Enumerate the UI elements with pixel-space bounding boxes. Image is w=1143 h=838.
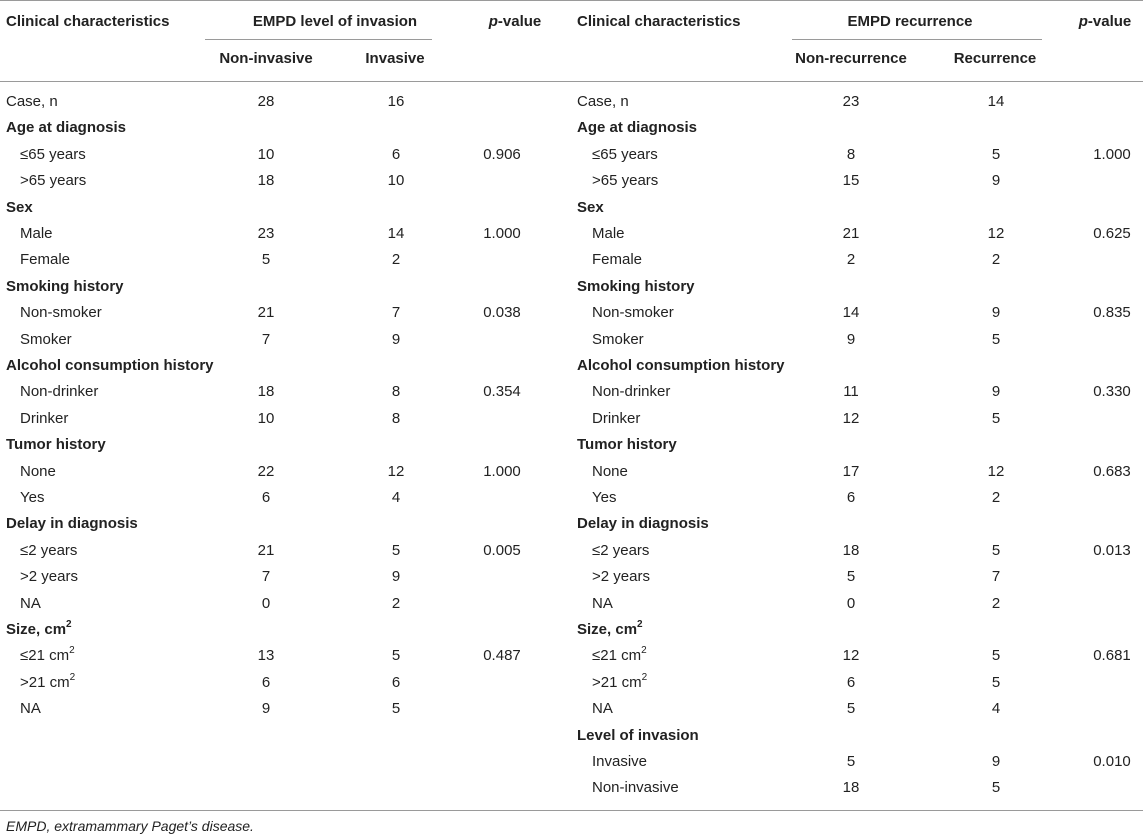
row-label [20, 146, 86, 164]
value-cell: 2 [391, 251, 401, 269]
p-value-cell: 0.681 [1093, 647, 1131, 665]
row-label [20, 542, 77, 560]
value-cell: 10 [257, 409, 275, 427]
value-cell: 12 [842, 647, 860, 665]
row-label [592, 568, 650, 586]
row-label-text: ≤2 years [592, 541, 650, 559]
p-value-cell: 0.330 [1093, 383, 1131, 401]
row-label [6, 436, 106, 454]
value-cell: 5 [991, 779, 1001, 797]
row-label [592, 671, 648, 692]
row-label-text: Tumor history [577, 436, 677, 454]
row-label [20, 568, 78, 586]
value-cell: 5 [391, 647, 401, 665]
value-cell: 2 [991, 489, 1001, 506]
value-cell: 5 [846, 700, 856, 718]
row-label-text: >2 years [20, 568, 78, 586]
value-cell: 6 [846, 673, 856, 691]
value-cell: 6 [846, 489, 856, 506]
row-label [20, 410, 68, 428]
p-value-cell: 0.010 [1093, 753, 1131, 770]
value-cell: 18 [257, 383, 275, 401]
value-cell: 12 [842, 409, 860, 427]
value-cell: 12 [387, 462, 405, 480]
p-value-cell: 1.000 [483, 225, 521, 242]
row-label-text: NA [592, 700, 613, 718]
left-header-col1: Non-invasive [219, 50, 313, 67]
left-group-underline [205, 39, 432, 40]
value-cell: 18 [842, 541, 860, 559]
row-label [577, 515, 709, 533]
row-label [592, 225, 625, 243]
right-header-col2: Recurrence [953, 50, 1037, 67]
right-header-clinical-characteristics: Clinical characteristics [577, 13, 741, 30]
value-cell: 9 [991, 172, 1001, 190]
row-label [592, 146, 658, 164]
row-label [20, 331, 72, 349]
value-cell: 2 [391, 594, 401, 612]
right-header-group-title: EMPD recurrence [847, 13, 973, 30]
row-label-text: Size, cm [577, 621, 638, 638]
p-value-cell: 0.906 [483, 145, 521, 163]
value-cell: 8 [846, 145, 856, 163]
row-label-text: Case, n [577, 93, 629, 110]
value-cell: 9 [991, 383, 1001, 401]
row-label [577, 278, 695, 296]
row-label [577, 727, 699, 745]
value-cell: 9 [391, 330, 401, 348]
top-rule [0, 0, 1143, 1]
value-cell: 9 [846, 330, 856, 348]
p-rest: -value [497, 13, 542, 30]
row-label-text: None [592, 462, 628, 480]
right-group-underline [792, 39, 1042, 40]
p-value-cell: 0.683 [1093, 462, 1131, 480]
value-cell: 6 [391, 673, 401, 691]
row-label-text: Age at diagnosis [6, 119, 127, 137]
row-label-text: Sex [6, 198, 33, 216]
row-label [20, 595, 41, 613]
row-label-text: Smoker [20, 330, 72, 348]
row-label-text: None [20, 462, 56, 480]
row-label-text: NA [20, 594, 41, 612]
value-cell: 5 [991, 145, 1001, 163]
row-label-text: Size, cm [6, 621, 67, 638]
value-cell: 2 [991, 594, 1001, 612]
value-cell: 4 [991, 700, 1001, 718]
row-label [577, 119, 697, 137]
row-label [6, 357, 214, 375]
value-cell: 22 [257, 462, 275, 480]
value-cell: 5 [991, 330, 1001, 348]
left-header-clinical-characteristics: Clinical characteristics [6, 13, 170, 30]
value-cell: 21 [257, 541, 275, 559]
right-header-col1: Non-recurrence [795, 50, 907, 67]
row-label [592, 779, 679, 797]
row-label [20, 489, 44, 507]
p-value-cell: 0.835 [1093, 304, 1131, 322]
p-value-cell: 1.000 [1093, 145, 1131, 163]
value-cell: 14 [387, 225, 405, 242]
superscript: 2 [69, 671, 76, 683]
value-cell: 6 [391, 145, 401, 163]
row-label-text: Invasive [592, 753, 648, 770]
value-cell: 15 [842, 172, 860, 190]
value-cell: 2 [991, 251, 1001, 269]
row-label [20, 304, 102, 322]
value-cell: 18 [257, 172, 275, 190]
row-label [20, 172, 86, 190]
left-header-group-title: EMPD level of invasion [252, 13, 418, 30]
row-label [6, 119, 126, 137]
value-cell: 17 [842, 462, 860, 480]
row-label-text: Level of invasion [577, 726, 699, 744]
row-label-text: Sex [577, 198, 604, 216]
row-label-text: Non-smoker [20, 304, 102, 322]
row-label-text: Smoking history [6, 277, 124, 295]
p-value-cell: 0.625 [1093, 225, 1131, 242]
row-label-text: ≤21 cm [592, 647, 642, 665]
superscript: 2 [66, 619, 72, 630]
row-label-text: Female [20, 251, 71, 269]
value-cell: 6 [261, 673, 271, 691]
row-label [6, 93, 58, 111]
row-label [577, 436, 677, 454]
value-cell: 9 [261, 700, 271, 718]
value-cell: 4 [391, 489, 401, 506]
p-value-cell: 1.000 [483, 462, 521, 480]
row-label-text: Alcohol consumption history [6, 357, 214, 374]
row-label [6, 278, 124, 296]
row-label-text: Case, n [6, 93, 58, 110]
value-cell: 7 [261, 568, 271, 586]
left-header-col2: Invasive [365, 50, 425, 67]
value-cell: 9 [991, 304, 1001, 322]
row-label [592, 383, 670, 401]
row-label [592, 304, 674, 322]
value-cell: 7 [261, 330, 271, 348]
row-label-text: ≤65 years [20, 145, 86, 163]
row-label [6, 515, 138, 533]
value-cell: 8 [391, 409, 401, 427]
value-cell: 16 [387, 93, 405, 110]
p-value-cell: 0.354 [483, 383, 521, 401]
row-label-text: Smoking history [577, 277, 695, 295]
value-cell: 11 [843, 383, 859, 401]
row-label [20, 383, 98, 401]
value-cell: 8 [391, 383, 401, 401]
row-label-text: Non-drinker [592, 383, 671, 401]
left-header-p-value [465, 13, 565, 31]
p-value-cell: 0.487 [483, 647, 521, 665]
superscript: 2 [641, 671, 648, 683]
value-cell: 7 [391, 304, 401, 322]
row-label [6, 621, 72, 639]
value-cell: 2 [846, 251, 856, 269]
value-cell: 5 [391, 541, 401, 559]
superscript: 2 [69, 645, 75, 657]
value-cell: 12 [987, 225, 1005, 242]
row-label-text: Non-drinker [20, 383, 99, 401]
right-header-p-value [1060, 13, 1143, 31]
row-label [592, 542, 649, 560]
value-cell: 0 [261, 594, 271, 612]
row-label [592, 251, 642, 269]
superscript: 2 [637, 619, 643, 630]
row-label-text: >65 years [20, 172, 87, 190]
value-cell: 14 [842, 304, 860, 322]
p-value-cell: 0.005 [483, 541, 521, 559]
value-cell: 5 [391, 700, 401, 718]
value-cell: 23 [842, 93, 860, 110]
value-cell: 13 [257, 647, 275, 665]
row-label-text: ≤21 cm [20, 647, 70, 665]
value-cell: 18 [842, 779, 860, 797]
row-label [6, 199, 33, 217]
value-cell: 10 [257, 145, 275, 163]
value-cell: 5 [261, 251, 271, 269]
row-label [20, 700, 41, 718]
value-cell: 6 [261, 489, 271, 506]
footnote: EMPD, extramammary Paget’s disease. [6, 818, 254, 834]
value-cell: 7 [991, 568, 1001, 586]
row-label-text: NA [592, 594, 613, 612]
row-label [577, 621, 643, 639]
row-label [20, 225, 53, 243]
row-label [592, 172, 658, 190]
row-label [592, 410, 640, 428]
row-label-text: Male [20, 225, 53, 242]
row-label-text: Male [592, 225, 625, 242]
row-label-text: ≤2 years [20, 541, 78, 559]
row-label [20, 251, 70, 269]
row-label [592, 489, 616, 507]
superscript: 2 [641, 645, 647, 657]
row-label-text: Yes [20, 489, 45, 506]
value-cell: 21 [257, 304, 275, 322]
row-label-text: >21 cm [592, 673, 642, 691]
row-label-text: Yes [592, 489, 617, 506]
p-rest: -value [1087, 13, 1132, 30]
row-label-text: Delay in diagnosis [577, 515, 709, 533]
row-label-text: Drinker [592, 409, 641, 427]
value-cell: 10 [387, 172, 405, 190]
row-label [577, 93, 629, 111]
row-label [577, 357, 785, 375]
value-cell: 12 [987, 462, 1005, 480]
row-label-text: Tumor history [6, 436, 106, 454]
value-cell: 9 [391, 568, 401, 586]
row-label [592, 700, 613, 718]
value-cell: 5 [846, 753, 856, 770]
row-label-text: >2 years [592, 568, 650, 586]
value-cell: 5 [991, 541, 1001, 559]
row-label-text: Delay in diagnosis [6, 515, 138, 533]
row-label [592, 595, 613, 613]
bottom-rule [0, 810, 1143, 811]
value-cell: 5 [991, 673, 1001, 691]
row-label [20, 463, 56, 481]
row-label-text: Alcohol consumption history [577, 357, 785, 374]
row-label-text: NA [20, 700, 41, 718]
row-label [592, 753, 647, 771]
p-italic: p [1078, 13, 1088, 30]
value-cell: 14 [987, 93, 1005, 110]
p-italic: p [488, 13, 498, 30]
value-cell: 9 [991, 753, 1001, 770]
value-cell: 23 [257, 225, 275, 242]
row-label-text: Smoker [592, 330, 644, 348]
row-label-text: ≤65 years [592, 145, 658, 163]
p-value-cell: 0.013 [1093, 541, 1131, 559]
value-cell: 28 [257, 93, 275, 110]
row-label-text: >21 cm [20, 673, 70, 691]
row-label-text: Non-smoker [592, 304, 674, 322]
row-label [592, 331, 644, 349]
value-cell: 5 [991, 647, 1001, 665]
row-label-text: Drinker [20, 409, 69, 427]
row-label-text: Non-invasive [592, 779, 679, 797]
row-label [20, 671, 76, 692]
value-cell: 5 [991, 409, 1001, 427]
row-label-text: Female [592, 251, 643, 269]
row-label [577, 199, 604, 217]
value-cell: 0 [846, 594, 856, 612]
p-value-cell: 0.038 [483, 304, 521, 322]
row-label-text: Age at diagnosis [577, 119, 698, 137]
row-label [20, 647, 75, 665]
row-label [592, 647, 647, 665]
row-label [592, 463, 628, 481]
value-cell: 21 [842, 225, 860, 242]
value-cell: 5 [846, 568, 856, 586]
row-label-text: >65 years [592, 172, 659, 190]
header-rule [0, 81, 1143, 82]
